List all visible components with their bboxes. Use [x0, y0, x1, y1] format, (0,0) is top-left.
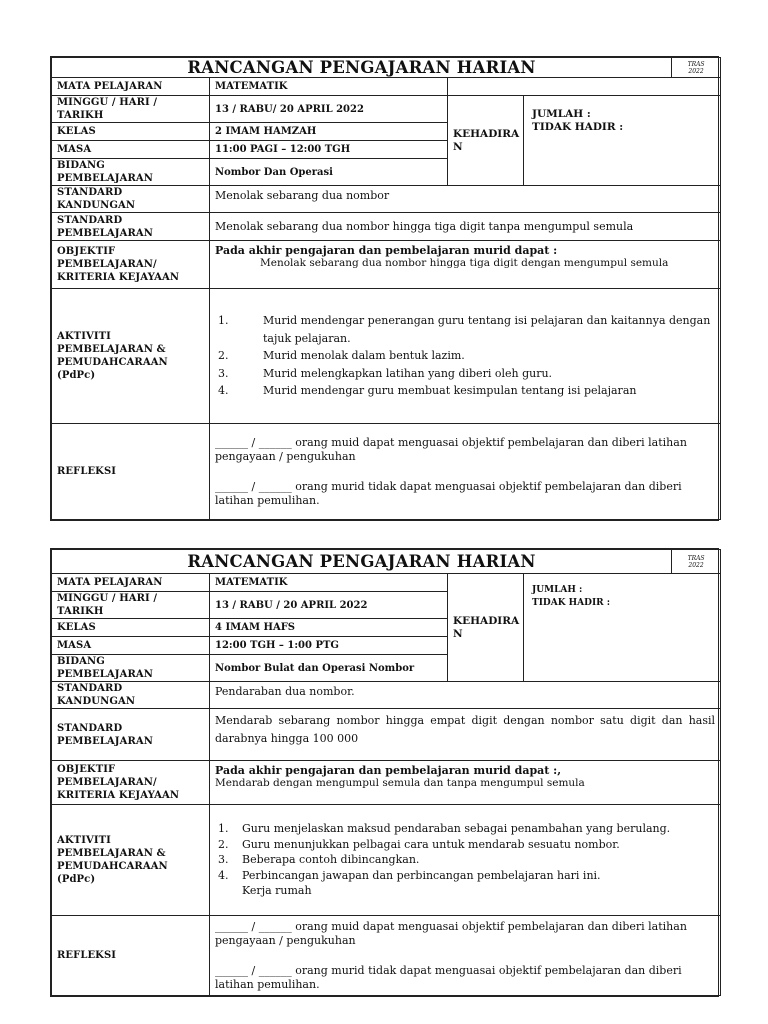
value-aktiviti	[210, 289, 721, 424]
kehadiran-label: KEHADIRA N	[448, 96, 524, 186]
label-mata-pelajaran: MATA PELAJARAN	[52, 78, 210, 96]
list-item: 2. Murid menolak dalam bentuk lazim.	[218, 349, 465, 363]
value-standard-kandungan: Pendaraban dua nombor.	[210, 682, 721, 709]
label-minggu: MINGGU / HARI / TARIKH	[52, 592, 210, 619]
list-item: 4. Murid mendengar guru membuat kesimpulan tentang isi pelajaran	[218, 384, 637, 398]
label-bidang: BIDANG PEMBELAJARAN	[52, 655, 210, 682]
attendance-box[interactable]	[524, 96, 721, 186]
form-title: RANCANGAN PENGAJARAN HARIAN	[52, 58, 672, 78]
objektif-text: Menolak sebarang dua nombor hingga tiga digit dengan mengumpul semula	[260, 257, 669, 269]
attendance-box[interactable]	[524, 574, 721, 682]
label-aktiviti: AKTIVITI PEMBELAJARAN & PEMUDAHCARAAN (PdPc)	[52, 289, 210, 424]
tidak-hadir-label: TIDAK HADIR :	[532, 598, 611, 608]
label-objektif: OBJEKTIF PEMBELAJARAN/ KRITERIA KEJAYAAN	[52, 241, 210, 289]
value-standard-pembelajaran: Menolak sebarang dua nombor hingga tiga digit tanpa mengumpul semula	[210, 213, 721, 241]
rph-form-2	[50, 548, 719, 997]
label-minggu: MINGGU / HARI / TARIKH	[52, 96, 210, 123]
value-standard-pembelajaran: Mendarab sebarang nombor hingga empat digit dengan nombor satu digit dan hasil darabnya hingga 100 000	[210, 709, 721, 761]
label-standard-kandungan: STANDARD KANDUNGAN	[52, 682, 210, 709]
value-bidang: Nombor Dan Operasi	[210, 159, 448, 186]
refleksi-line-2: ______ / ______ orang murid tidak dapat menguasai objektif pembelajaran dan diberi latihan pemulihan.	[215, 479, 682, 507]
refleksi-line-1: ______ / ______ orang muid dapat menguasai objektif pembelajaran dan diberi latihan pengayaan / pengukuhan	[215, 435, 687, 463]
label-refleksi: REFLEKSI	[52, 916, 210, 996]
value-objektif	[210, 241, 721, 289]
value-refleksi[interactable]	[210, 916, 721, 996]
label-mata-pelajaran: MATA PELAJARAN	[52, 574, 210, 592]
list-item: 4. Perbincangan jawapan dan perbincangan pembelajaran hari ini.	[218, 868, 601, 882]
aktiviti-extra: Kerja rumah	[242, 884, 312, 898]
objektif-text: Mendarab dengan mengumpul semula dan tanpa mengumpul semula	[215, 777, 585, 789]
form-title: RANCANGAN PENGAJARAN HARIAN	[52, 550, 672, 574]
value-mata-pelajaran: MATEMATIK	[210, 78, 448, 96]
value-masa: 12:00 TGH – 1:00 PTG	[210, 637, 448, 655]
value-masa: 11:00 PAGI – 12:00 TGH	[210, 141, 448, 159]
list-item: 1. Murid mendengar penerangan guru tentang isi pelajaran dan kaitannya dengan tajuk pelajaran.	[218, 314, 711, 345]
label-aktiviti: AKTIVITI PEMBELAJARAN & PEMUDAHCARAAN (PdPc)	[52, 805, 210, 916]
label-kelas: KELAS	[52, 123, 210, 141]
value-mata-pelajaran: MATEMATIK	[210, 574, 448, 592]
rph-form-1	[50, 56, 719, 521]
value-aktiviti	[210, 805, 721, 916]
label-masa: MASA	[52, 637, 210, 655]
value-minggu: 13 / RABU / 20 APRIL 2022	[210, 592, 448, 619]
refleksi-line-1: ______ / ______ orang muid dapat menguasai objektif pembelajaran dan diberi latihan pengayaan / pengukuhan	[215, 919, 687, 947]
list-item: 3. Murid melengkapkan latihan yang diberi oleh guru.	[218, 366, 553, 380]
label-masa: MASA	[52, 141, 210, 159]
value-standard-kandungan: Menolak sebarang dua nombor	[210, 186, 721, 213]
label-standard-kandungan: STANDARD KANDUNGAN	[52, 186, 210, 213]
kehadiran-label: KEHADIRA N	[448, 574, 524, 682]
value-objektif	[210, 761, 721, 805]
label-objektif: OBJEKTIF PEMBELAJARAN/ KRITERIA KEJAYAAN	[52, 761, 210, 805]
aktiviti-list	[218, 312, 712, 400]
label-standard-pembelajaran: STANDARD PEMBELAJARAN	[52, 213, 210, 241]
tidak-hadir-label: TIDAK HADIR :	[532, 121, 624, 133]
tras-label: TRAS 2022	[672, 58, 721, 78]
value-minggu: 13 / RABU/ 20 APRIL 2022	[210, 96, 448, 123]
objektif-heading: Pada akhir pengajaran dan pembelajaran murid dapat :,	[215, 764, 562, 777]
refleksi-line-2: ______ / ______ orang murid tidak dapat menguasai objektif pembelajaran dan diberi latihan pemulihan.	[215, 963, 682, 991]
list-item: 2. Guru menunjukkan pelbagai cara untuk mendarab sesuatu nombor.	[218, 837, 620, 851]
label-refleksi: REFLEKSI	[52, 424, 210, 520]
list-item: 3. Beberapa contoh dibincangkan.	[218, 853, 420, 867]
label-standard-pembelajaran: STANDARD PEMBELAJARAN	[52, 709, 210, 761]
objektif-heading: Pada akhir pengajaran dan pembelajaran murid dapat :	[215, 244, 558, 257]
label-kelas: KELAS	[52, 619, 210, 637]
jumlah-label: JUMLAH :	[532, 585, 583, 595]
label-bidang: BIDANG PEMBELAJARAN	[52, 159, 210, 186]
value-bidang: Nombor Bulat dan Operasi Nombor	[210, 655, 448, 682]
aktiviti-list	[218, 821, 715, 883]
list-item: 1. Guru menjelaskan maksud pendaraban sebagai penambahan yang berulang.	[218, 822, 671, 836]
value-refleksi[interactable]	[210, 424, 721, 520]
jumlah-label: JUMLAH :	[532, 108, 591, 120]
tras-label: TRAS 2022	[672, 550, 721, 574]
value-kelas: 2 IMAM HAMZAH	[210, 123, 448, 141]
value-kelas: 4 IMAM HAFS	[210, 619, 448, 637]
